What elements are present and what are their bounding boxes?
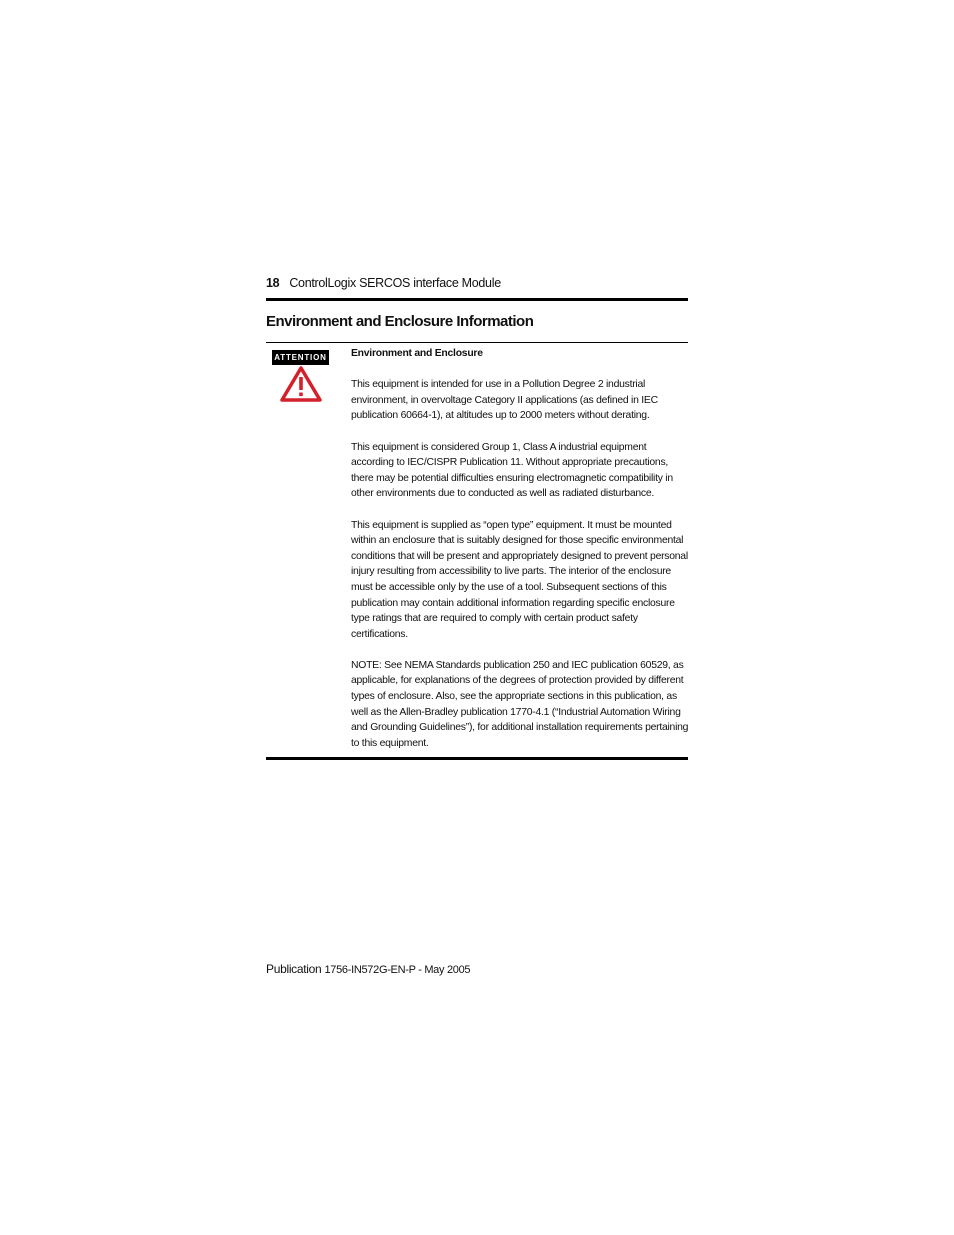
warning-triangle-icon — [280, 366, 322, 402]
notice-paragraph: NOTE: See NEMA Standards publication 250 and IEC publication 60529, as applicable, for explanations of the degrees of protection provided by different types of enclosure. Also, see the appropriate sections in this publication, as well as the Allen-Bradley publication 1770-4.1 (“Industrial Automation Wiring and Grounding Guidelines”), for additional installation requirements pertaining to this equipment. — [351, 659, 689, 749]
running-title: ControlLogix SERCOS interface Module — [289, 276, 501, 290]
publication-footer — [266, 962, 470, 976]
notice-top-rule — [266, 342, 688, 343]
notice-content — [351, 346, 689, 767]
page-number: 18 — [266, 276, 280, 290]
running-header — [266, 276, 688, 292]
footer-label: Publication — [266, 962, 322, 976]
attention-badge: ATTENTION — [272, 350, 329, 365]
notice-bottom-rule — [266, 757, 688, 760]
notice-paragraph: This equipment is intended for use in a Pollution Degree 2 industrial environment, in overvoltage Category II applications (as defined in IEC publication 60664-1), at altitudes up to 2000 meters without derating. — [351, 379, 658, 422]
section-title: Environment and Enclosure Information — [266, 313, 534, 330]
notice-paragraph: This equipment is considered Group 1, Class A industrial equipment according to IEC/CISPR Publication 11. Without appropriate precautions, there may be potential difficulties ensuring electromagnetic compatibility in other environments due to conducted as well as radiated disturbance. — [351, 441, 673, 500]
publication-number: 1756-IN572G-EN-P - May 2005 — [324, 964, 471, 976]
header-divider — [266, 298, 688, 301]
notice-paragraph: This equipment is supplied as “open type” equipment. It must be mounted within an enclosure that is suitably designed for those specific environmental conditions that will be present and appropriately designed to prevent personal injury resulting from accessibility to live parts. The interior of the enclosure must be accessible only by the use of a tool. Subsequent sections of this publication may contain additional information regarding specific enclosure type ratings that are required to comply with certain product safety certifications. — [351, 519, 688, 640]
notice-title: Environment and Enclosure — [351, 348, 483, 359]
